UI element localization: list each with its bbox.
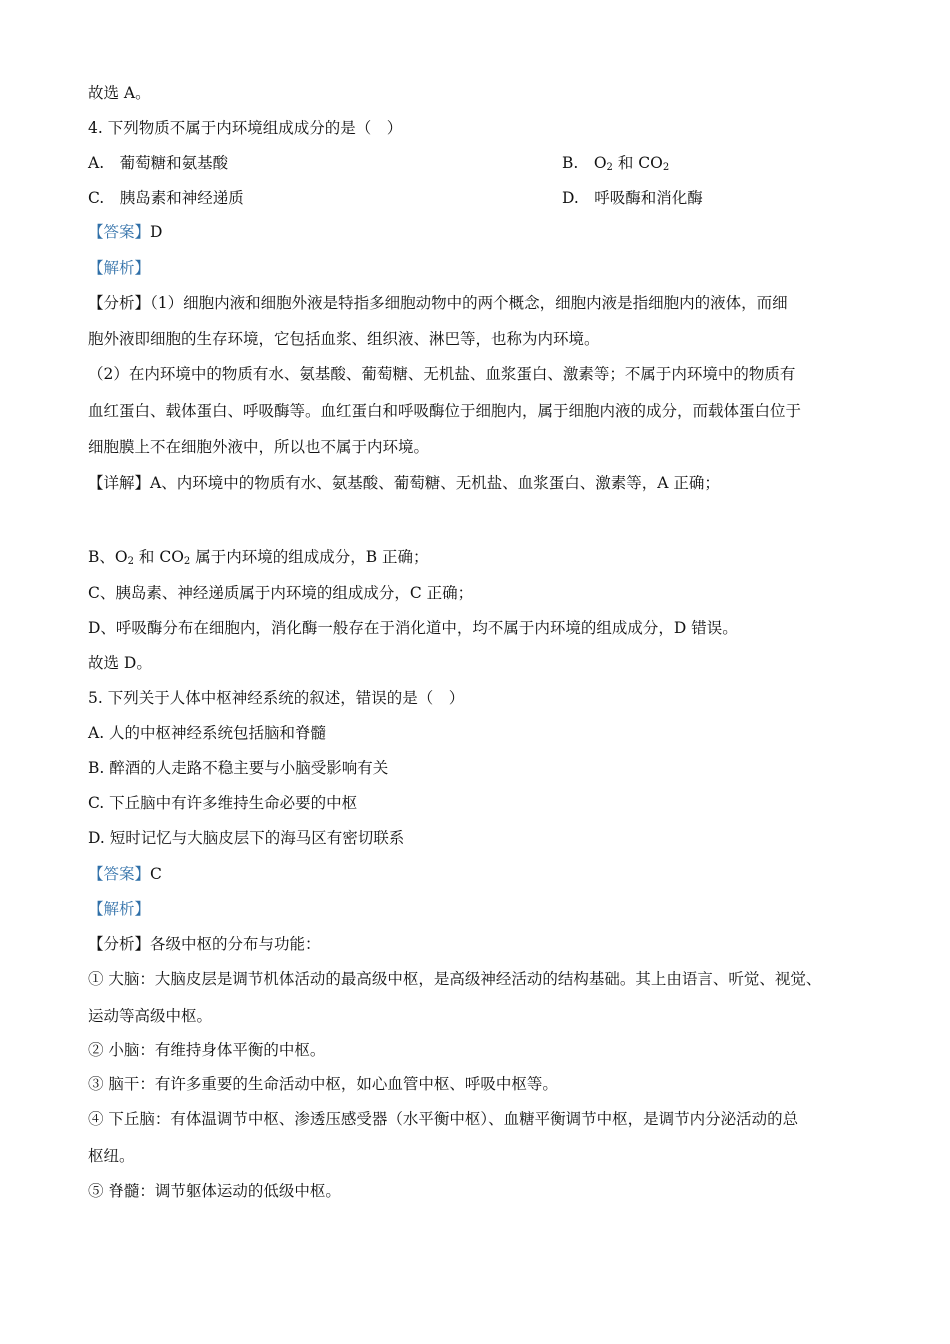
q5-point-4b: 枢纽。: [88, 1147, 135, 1165]
q4-option-b: B. $O_2$ 和 $CO_2$: [562, 154, 670, 173]
q5-point-3: ③ 脑干：有许多重要的生命活动中枢，如心血管中枢、呼吸中枢等。: [88, 1075, 558, 1093]
q5-point-4a: ④ 下丘脑：有体温调节中枢、渗透压感受器（水平衡中枢）、血糖平衡调节中枢，是调节内分泌活动的总: [88, 1110, 799, 1128]
q4-detail-c: C、胰岛素、神经递质属于内环境的组成成分，C 正确；: [88, 584, 474, 602]
q5-stem: 5. 下列关于人体中枢神经系统的叙述，错误的是（ ）: [88, 689, 465, 707]
answer-tag: 【答案】: [88, 865, 151, 883]
q5-point-1b: 运动等高级中枢。: [88, 1007, 213, 1025]
answer-value: C: [150, 865, 162, 883]
q4-analysis-line-5: 细胞膜上不在细胞外液中，所以也不属于内环境。: [88, 438, 430, 456]
q4-options-row1: [88, 153, 868, 173]
q4-analysis-line-2: 胞外液即细胞的生存环境，它包括血浆、组织液、淋巴等，也称为内环境。: [88, 330, 600, 348]
q5-analysis-intro: 【分析】各级中枢的分布与功能：: [88, 935, 321, 953]
q4-option-d: D. 呼吸酶和消化酶: [562, 189, 703, 207]
q4-detail-d: D、呼吸酶分布在细胞内，消化酶一般存在于消化道中，均不属于内环境的组成成分，D 错误。: [88, 619, 738, 637]
q4-analysis-line-3: （2）在内环境中的物质有水、氨基酸、葡萄糖、无机盐、血浆蛋白、激素等；不属于内环境中的物质有: [88, 365, 796, 383]
q3-conclusion: 故选 A。: [88, 84, 151, 102]
q5-option-c: C. 下丘脑中有许多维持生命必要的中枢: [88, 794, 358, 812]
q5-point-1a: ① 大脑：大脑皮层是调节机体活动的最高级中枢，是高级神经活动的结构基础。其上由语言、听觉、视觉、: [88, 970, 822, 988]
q5-analysis-tag: 【解析】: [88, 900, 151, 918]
q5-option-a: A. 人的中枢神经系统包括脑和脊髓: [88, 724, 327, 742]
q4-conclusion: 故选 D。: [88, 654, 152, 672]
q5-option-d: D. 短时记忆与大脑皮层下的海马区有密切联系: [88, 829, 405, 847]
q4-detail-b: B、$O_2$ 和 $CO_2$ 属于内环境的组成成分，B 正确；: [88, 548, 429, 567]
q4-analysis-tag: 【解析】: [88, 259, 151, 277]
q5-point-5: ⑤ 脊髓：调节躯体运动的低级中枢。: [88, 1182, 341, 1200]
q4-detail-a: 【详解】A、内环境中的物质有水、氨基酸、葡萄糖、无机盐、血浆蛋白、激素等，A 正确；: [88, 474, 720, 492]
q4-option-a: A. 葡萄糖和氨基酸: [88, 154, 229, 172]
q4-stem: 4. 下列物质不属于内环境组成成分的是（ ）: [88, 119, 403, 137]
q4-analysis-line-4: 血红蛋白、载体蛋白、呼吸酶等。血红蛋白和呼吸酶位于细胞内，属于细胞内液的成分，而载体蛋白位于: [88, 402, 802, 420]
q5-point-2: ② 小脑：有维持身体平衡的中枢。: [88, 1041, 326, 1059]
q4-option-c: C. 胰岛素和神经递质: [88, 189, 244, 207]
q4-options-row2: [88, 188, 868, 208]
answer-tag: 【答案】: [88, 223, 151, 241]
answer-value: D: [150, 223, 163, 241]
q5-answer: [88, 864, 162, 884]
q4-answer: [88, 222, 162, 242]
q5-option-b: B. 醉酒的人走路不稳主要与小脑受影响有关: [88, 759, 389, 777]
q4-analysis-line-1: 【分析】（1）细胞内液和细胞外液是特指多细胞动物中的两个概念，细胞内液是指细胞内的液体，而细: [88, 294, 788, 312]
